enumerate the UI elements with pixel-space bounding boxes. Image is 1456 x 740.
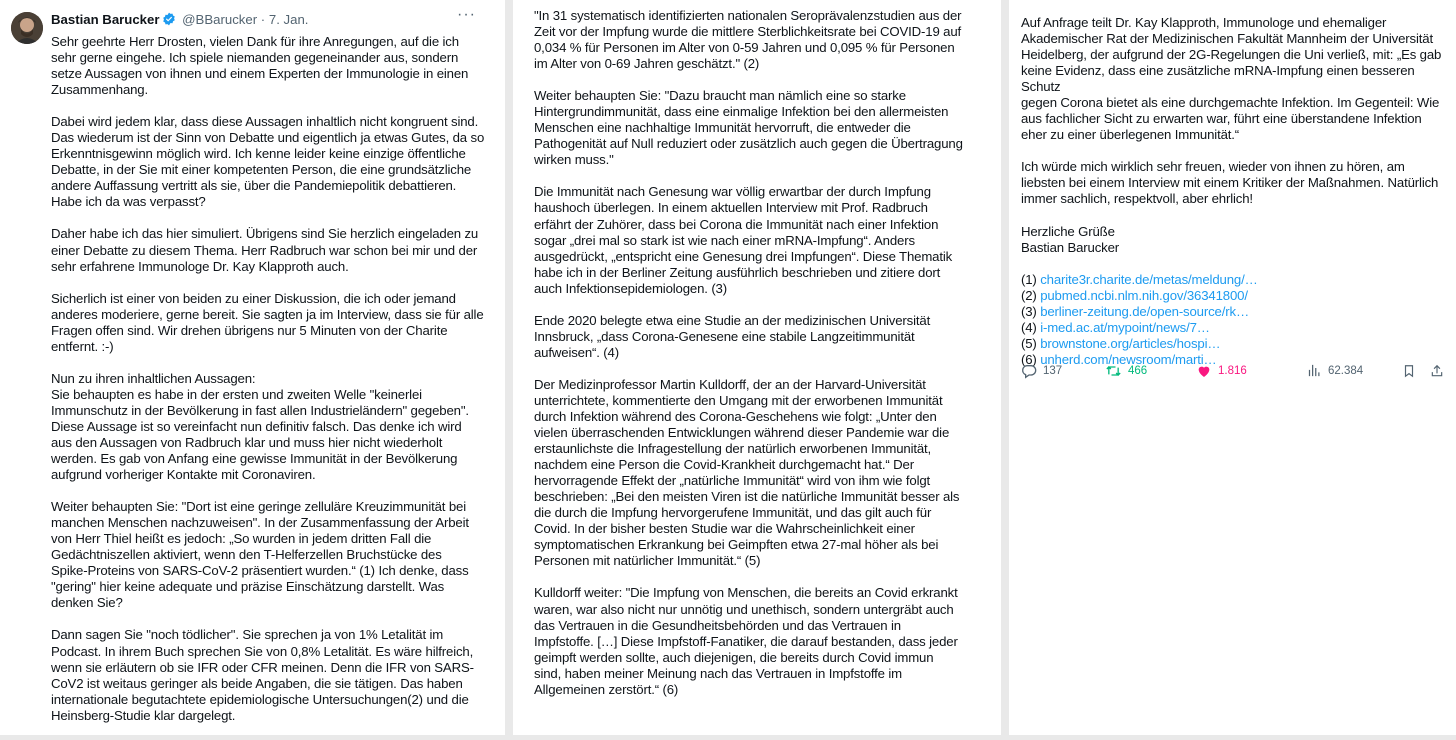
verified-badge-icon bbox=[162, 12, 176, 30]
avatar[interactable] bbox=[11, 12, 43, 44]
reference-link[interactable]: unherd.com/newsroom/marti… bbox=[1040, 351, 1217, 367]
reference-number: (6) bbox=[1021, 351, 1037, 367]
paragraph: Nun zu ihren inhaltlichen Aussagen: Sie behaupten es habe in der ersten und zweiten Welle "keinerlei Immunschutz in der Bevölkerung in fast allen Industrieländern" gegeben". Diese Aussage ist so vereinfacht nun definitiv falsch. Das denke ich wird aus den Aussagen von Radbruch klar und muss hier nicht wiederholt werden. Es gab von Anfang eine gewisse Immunität in der Bevölkerung aufgrund vorheriger Kontakte mit Coronaviren. bbox=[51, 370, 469, 483]
more-icon[interactable]: ··· bbox=[457, 6, 476, 23]
date-separator: · bbox=[260, 12, 266, 27]
retweet-icon bbox=[1105, 363, 1122, 379]
tweet-text-part-1 bbox=[51, 34, 497, 740]
author-name[interactable]: Bastian Barucker bbox=[51, 12, 160, 27]
reference-link[interactable]: charite3r.charite.de/metas/meldung/… bbox=[1040, 271, 1258, 287]
paragraph: Weiter behaupten Sie: "Dazu braucht man nämlich eine so starke Hintergrundimmunität, dass eine einmalige Infektion bei den allermeisten Menschen eine nachhaltige Immunität hervorruft, die entweder die Pathogenität auf Null reduziert oder zusätzlich auch gegen die Übertragung wirken muss." bbox=[534, 88, 963, 168]
paragraph: Kulldorff weiter: "Die Impfung von Menschen, die bereits an Covid erkrankt waren, war also nicht nur unnötig und unethisch, sondern untergräbt auch das Vertrauen in die Gesundheitsbehörden und das Vertrauen in Impfstoffe. […] Diese Impfstoff-Fanatiker, die darauf bestanden, dass jeder geimpft werden sollte, auch diejenigen, die bereits durch Covid immun sind, haben meiner Meinung nach das Vertrauen in Impfstoffe im Allgemeinen zerstört.“ (6) bbox=[534, 585, 958, 697]
author-handle[interactable]: @BBarucker bbox=[182, 12, 258, 27]
like-button[interactable] bbox=[1196, 363, 1247, 379]
reference-link[interactable]: brownstone.org/articles/hospi… bbox=[1040, 335, 1221, 351]
reference-row bbox=[1021, 288, 1451, 304]
paragraph: "In 31 systematisch identifizierten nationalen Seroprävalenzstudien aus der Zeit vor der Impfung wurde die mittlere Sterblichkeitsrate bei COVID-19 auf 0,034 % für Personen im Alter von 0-59 Jahren und 0,095 % für Personen im Alter von 0-69 Jahren geschätzt." (2) bbox=[534, 8, 962, 72]
tweet-actions bbox=[1021, 363, 1446, 383]
bookmark-icon bbox=[1402, 363, 1416, 379]
tweet-text-part-3 bbox=[1021, 15, 1451, 368]
paragraph: Sicherlich ist einer von beiden zu einer Diskussion, die ich oder jemand anderes moderiere, gerne bereit. Sie sagten ja im Interview, dass sie für alle Fragen offen sind. Wir drehen übrigens nur 5 Minuten von der Charite entfernt. :-) bbox=[51, 290, 484, 354]
reference-row bbox=[1021, 272, 1451, 288]
tweet-screenshot-part-2 bbox=[513, 0, 1001, 735]
reference-row bbox=[1021, 320, 1451, 336]
paragraph: Sehr geehrte Herr Drosten, vielen Dank für ihre Anregungen, auf die ich sehr gerne eingehe. Ich spiele niemanden gegeneinander aus, sondern setze Aussagen von ihnen und einem Experten der Immunologie in einen Zusammenhang. bbox=[51, 34, 469, 98]
tweet-screenshot-part-1 bbox=[0, 0, 505, 735]
tweet-screenshot-part-3 bbox=[1009, 0, 1456, 735]
reference-number: (5) bbox=[1021, 335, 1037, 351]
reference-link[interactable]: berliner-zeitung.de/open-source/rk… bbox=[1040, 303, 1249, 319]
paragraph: Daher habe ich das hier simuliert. Übrigens sind Sie herzlich eingeladen zu einer Debatte zu diesem Thema. Herr Radbruch war schon bei mir und der sehr erfahrene Immunologe Dr. Kay Klapproth auch. bbox=[51, 226, 479, 274]
reference-row bbox=[1021, 304, 1451, 320]
reference-number: (3) bbox=[1021, 303, 1037, 319]
reply-button[interactable] bbox=[1021, 363, 1062, 379]
paragraph: Dann sagen Sie "noch tödlicher". Sie sprechen ja von 1% Letalität im Podcast. In ihrem Buch sprechen Sie von 0,8% Letalität. Es wäre hilfreich, wenn sie erläutern ob sie IFR oder CFR meinen. Denn die IFR von SARS- CoV2 ist weitaus geringer als beide Angaben, die sie tätigen. Das haben internationale begutachtete epidemiologische Untersuchungen(2) und die Heinsberg-Studie klar dargelegt. bbox=[51, 627, 474, 723]
reference-links bbox=[1021, 272, 1451, 368]
paragraph: Der Medizinprofessor Martin Kulldorff, der an der Harvard-Universität unterrichtete, kommentierte den Umgang mit der erworbenen Immunität durch Infektion während des Corona-Geschehens wie folgt: „Unter den vielen überraschenden Entwicklungen während dieser Pandemie war die erstaunlichste die Infragestellung der natürlich erworbenen Immunität, nachdem eine Person die Covid-Krankheit durchgemacht hat.“ Der hervorragende Effekt der „natürliche Immunität“ wird von ihm wie folgt beschrieben: „Bei den meisten Viren ist die natürliche Immunität besser als die durch die Impfung hervorgerufene Immunität, und das gilt auch für Covid. In der bisher besten Studie war die Wahrscheinlichkeit einer symptomatischen Erkrankung bei Geimpften etwa 27-mal höher als bei Personen mit natürlicher Immunität.“ (5) bbox=[534, 376, 960, 569]
tweet-text-part-2 bbox=[534, 8, 989, 714]
like-count: 1.816 bbox=[1218, 365, 1247, 377]
like-icon bbox=[1196, 363, 1212, 379]
paragraph: Weiter behaupten Sie: "Dort ist eine geringe zelluläre Kreuzimmunität bei manchen Menschen nachzuweisen". In der Zusammenfassung der Arbeit von Herr Thiel heißt es jedoch: „So wurden in jedem dritten Fall die Gedächtniszellen aktiviert, wenn den T-Helferzellen Bruchstücke des Spike-Proteins von SARS-CoV-2 präsentiert wurden.“ (1) Ich denke, dass "gering" hier keine adequate und präzise Einschätzung darstellt. Was denken Sie? bbox=[51, 499, 469, 611]
paragraph: Ich würde mich wirklich sehr freuen, wieder von ihnen zu hören, am liebsten bei einem Interview mit einem Kritiker der Maßnahmen. Natürlich immer sachlich, respektvoll, aber ehrlich! bbox=[1021, 159, 1439, 207]
reference-row bbox=[1021, 336, 1451, 352]
paragraph: Dabei wird jedem klar, dass diese Aussagen inhaltlich nicht kongruent sind. Das wiederum ist der Sinn von Debatte und eigentlich ja etwas Gutes, da so Erkenntnisgewinn möglich wird. Ich kenne leider keine einzige öffentliche Debatte, in der Sie mit einer kompetenten Person, die eine grundsätzliche andere Auffassung vertritt als sie, über die Pandemiepolitik debattieren. Habe ich da was verpasst? bbox=[51, 114, 485, 210]
bookmark-button[interactable] bbox=[1402, 363, 1416, 379]
signoff: Herzliche Grüße Bastian Barucker bbox=[1021, 223, 1120, 255]
retweet-button[interactable] bbox=[1105, 363, 1147, 379]
reference-link[interactable]: pubmed.ncbi.nlm.nih.gov/36341800/ bbox=[1040, 287, 1248, 303]
share-button[interactable] bbox=[1430, 363, 1444, 379]
tweet-date[interactable]: 7. Jan. bbox=[268, 12, 309, 27]
views-button[interactable] bbox=[1307, 363, 1363, 378]
share-icon bbox=[1430, 363, 1444, 379]
reference-number: (4) bbox=[1021, 319, 1037, 335]
reference-link[interactable]: i-med.ac.at/mypoint/news/7… bbox=[1040, 319, 1210, 335]
paragraph: Ende 2020 belegte etwa eine Studie an der medizinischen Universität Innsbruck, „dass Corona-Genesene eine stabile Langzeitimmunität aufweisen“. (4) bbox=[534, 312, 931, 360]
paragraph: Auf Anfrage teilt Dr. Kay Klapproth, Immunologe und ehemaliger Akademischer Rat der Medizinischen Fakultät Mannheim der Universität Heidelberg, der aufgrund der 2G-Regelungen die Uni verließ, mit: „Es gab keine Evidenz, dass eine zusätzliche mRNA-Impfung einen besseren Schutz gegen Corona bietet als eine durchgemachte Infektion. Im Gegenteil: Wie aus fachlicher Sicht zu erwarten war, führt eine überstandene Infektion eher zu einer überlegenen Immunität.“ bbox=[1021, 15, 1442, 143]
views-icon bbox=[1307, 363, 1322, 378]
reply-icon bbox=[1021, 363, 1037, 379]
reply-count: 137 bbox=[1043, 365, 1063, 377]
tweet-header bbox=[51, 12, 308, 30]
views-count: 62.384 bbox=[1328, 364, 1364, 377]
reference-number: (1) bbox=[1021, 271, 1037, 287]
reference-number: (2) bbox=[1021, 287, 1037, 303]
retweet-count: 466 bbox=[1128, 365, 1148, 377]
paragraph: Die Immunität nach Genesung war völlig erwartbar der durch Impfung haushoch überlegen. In einem aktuellen Interview mit Prof. Radbruch erfährt der Zuhörer, dass bei Corona die Immunität nach einer Infektion sogar „drei mal so stark ist wie nach einer mRNA-Impfung“. Anders ausgedrückt, „entspricht eine Genesung drei Impfungen“. Diese Thematik habe ich in der Berliner Zeitung ausführlich beschrieben und zitiere dort auch Infektionsepidemiologen. (3) bbox=[534, 184, 953, 296]
